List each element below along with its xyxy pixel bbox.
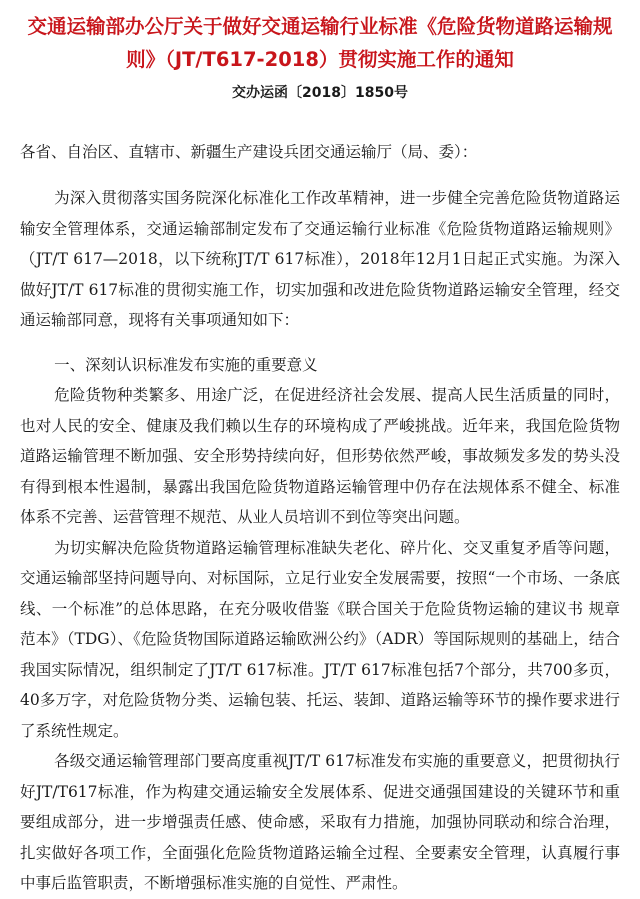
title-line-1: 交通运输部办公厅关于做好交通运输行业标准《危险货物道路运输规 [27,15,613,38]
title-line-2: 则》（JT/T617-2018）贯彻实施工作的通知 [126,48,514,71]
section-1-heading: 一、深刻认识标准发布实施的重要意义 [54,355,318,374]
intro-paragraph: 为深入贯彻落实国务院深化标准化工作改革精神，进一步健全完善危险货物道路运输安全管理体系，交通运输部制定发布了交通运输行业标准《危险货物道路运输规则》（JT/T 617—2018，以下统称JT/T 617标准），2018年12月1日起正式实施。为深入做好JT/T 617标准的贯彻实施工作，切实加强和改进危险货物道路运输安全管理，经交通运输部同意，现将有关事项通知如下： [20,189,620,329]
section-1-paragraph-1: 危险货物种类繁多、用途广泛，在促进经济社会发展、提高人民生活质量的同时，也对人民的安全、健康及我们赖以生存的环境构成了严峻挑战。近年来，我国危险货物道路运输管理不断加强、安全形势持续向好，但形势依然严峻，事故频发多发的势头没有得到根本性遏制，暴露出我国危险货物道路运输管理中仍存在法规体系不健全、标准体系不完善、运营管理不规范、从业人员培训不到位等突出问题。 [20,386,620,526]
document-number: 交办运函〔2018〕1850号 [232,85,408,101]
section-1-paragraph-2: 为切实解决危险货物道路运输管理标准缺失老化、碎片化、交叉重复矛盾等问题，交通运输部坚持问题导向、对标国际，立足行业安全发展需要，按照“一个市场、一条底线、一个标准”的总体思路，在充分吸收借鉴《联合国关于危险货物运输的建议书 规章范本》（TDG）、《危险货物国际道路运输欧洲公约》（ADR）等国际规则的基础上，结合我国实际情况，组织制定了JT/T 617标准。JT/T 617标准包括7个部分，共700多页，40多万字，对危险货物分类、运输包装、托运、装卸、道路运输等环节的操作要求进行了系统性规定。 [20,538,620,740]
salutation: 各省、自治区、直辖市、新疆生产建设兵团交通运输厅（局、委）： [20,143,478,161]
section-1-paragraph-3: 各级交通运输管理部门要高度重视JT/T 617标准发布实施的重要意义，把贯彻执行好JT/T617标准，作为构建交通运输安全发展体系、促进交通强国建设的关键环节和重要组成部分，进一步增强责任感、使命感，采取有力措施，加强协同联动和综合治理，扎实做好各项工作，全面强化危险货物道路运输全过程、全要素安全管理，认真履行事中事后监管职责，不断增强标准实施的自觉性、严肃性。 [20,752,620,892]
notice-title [20,10,620,76]
